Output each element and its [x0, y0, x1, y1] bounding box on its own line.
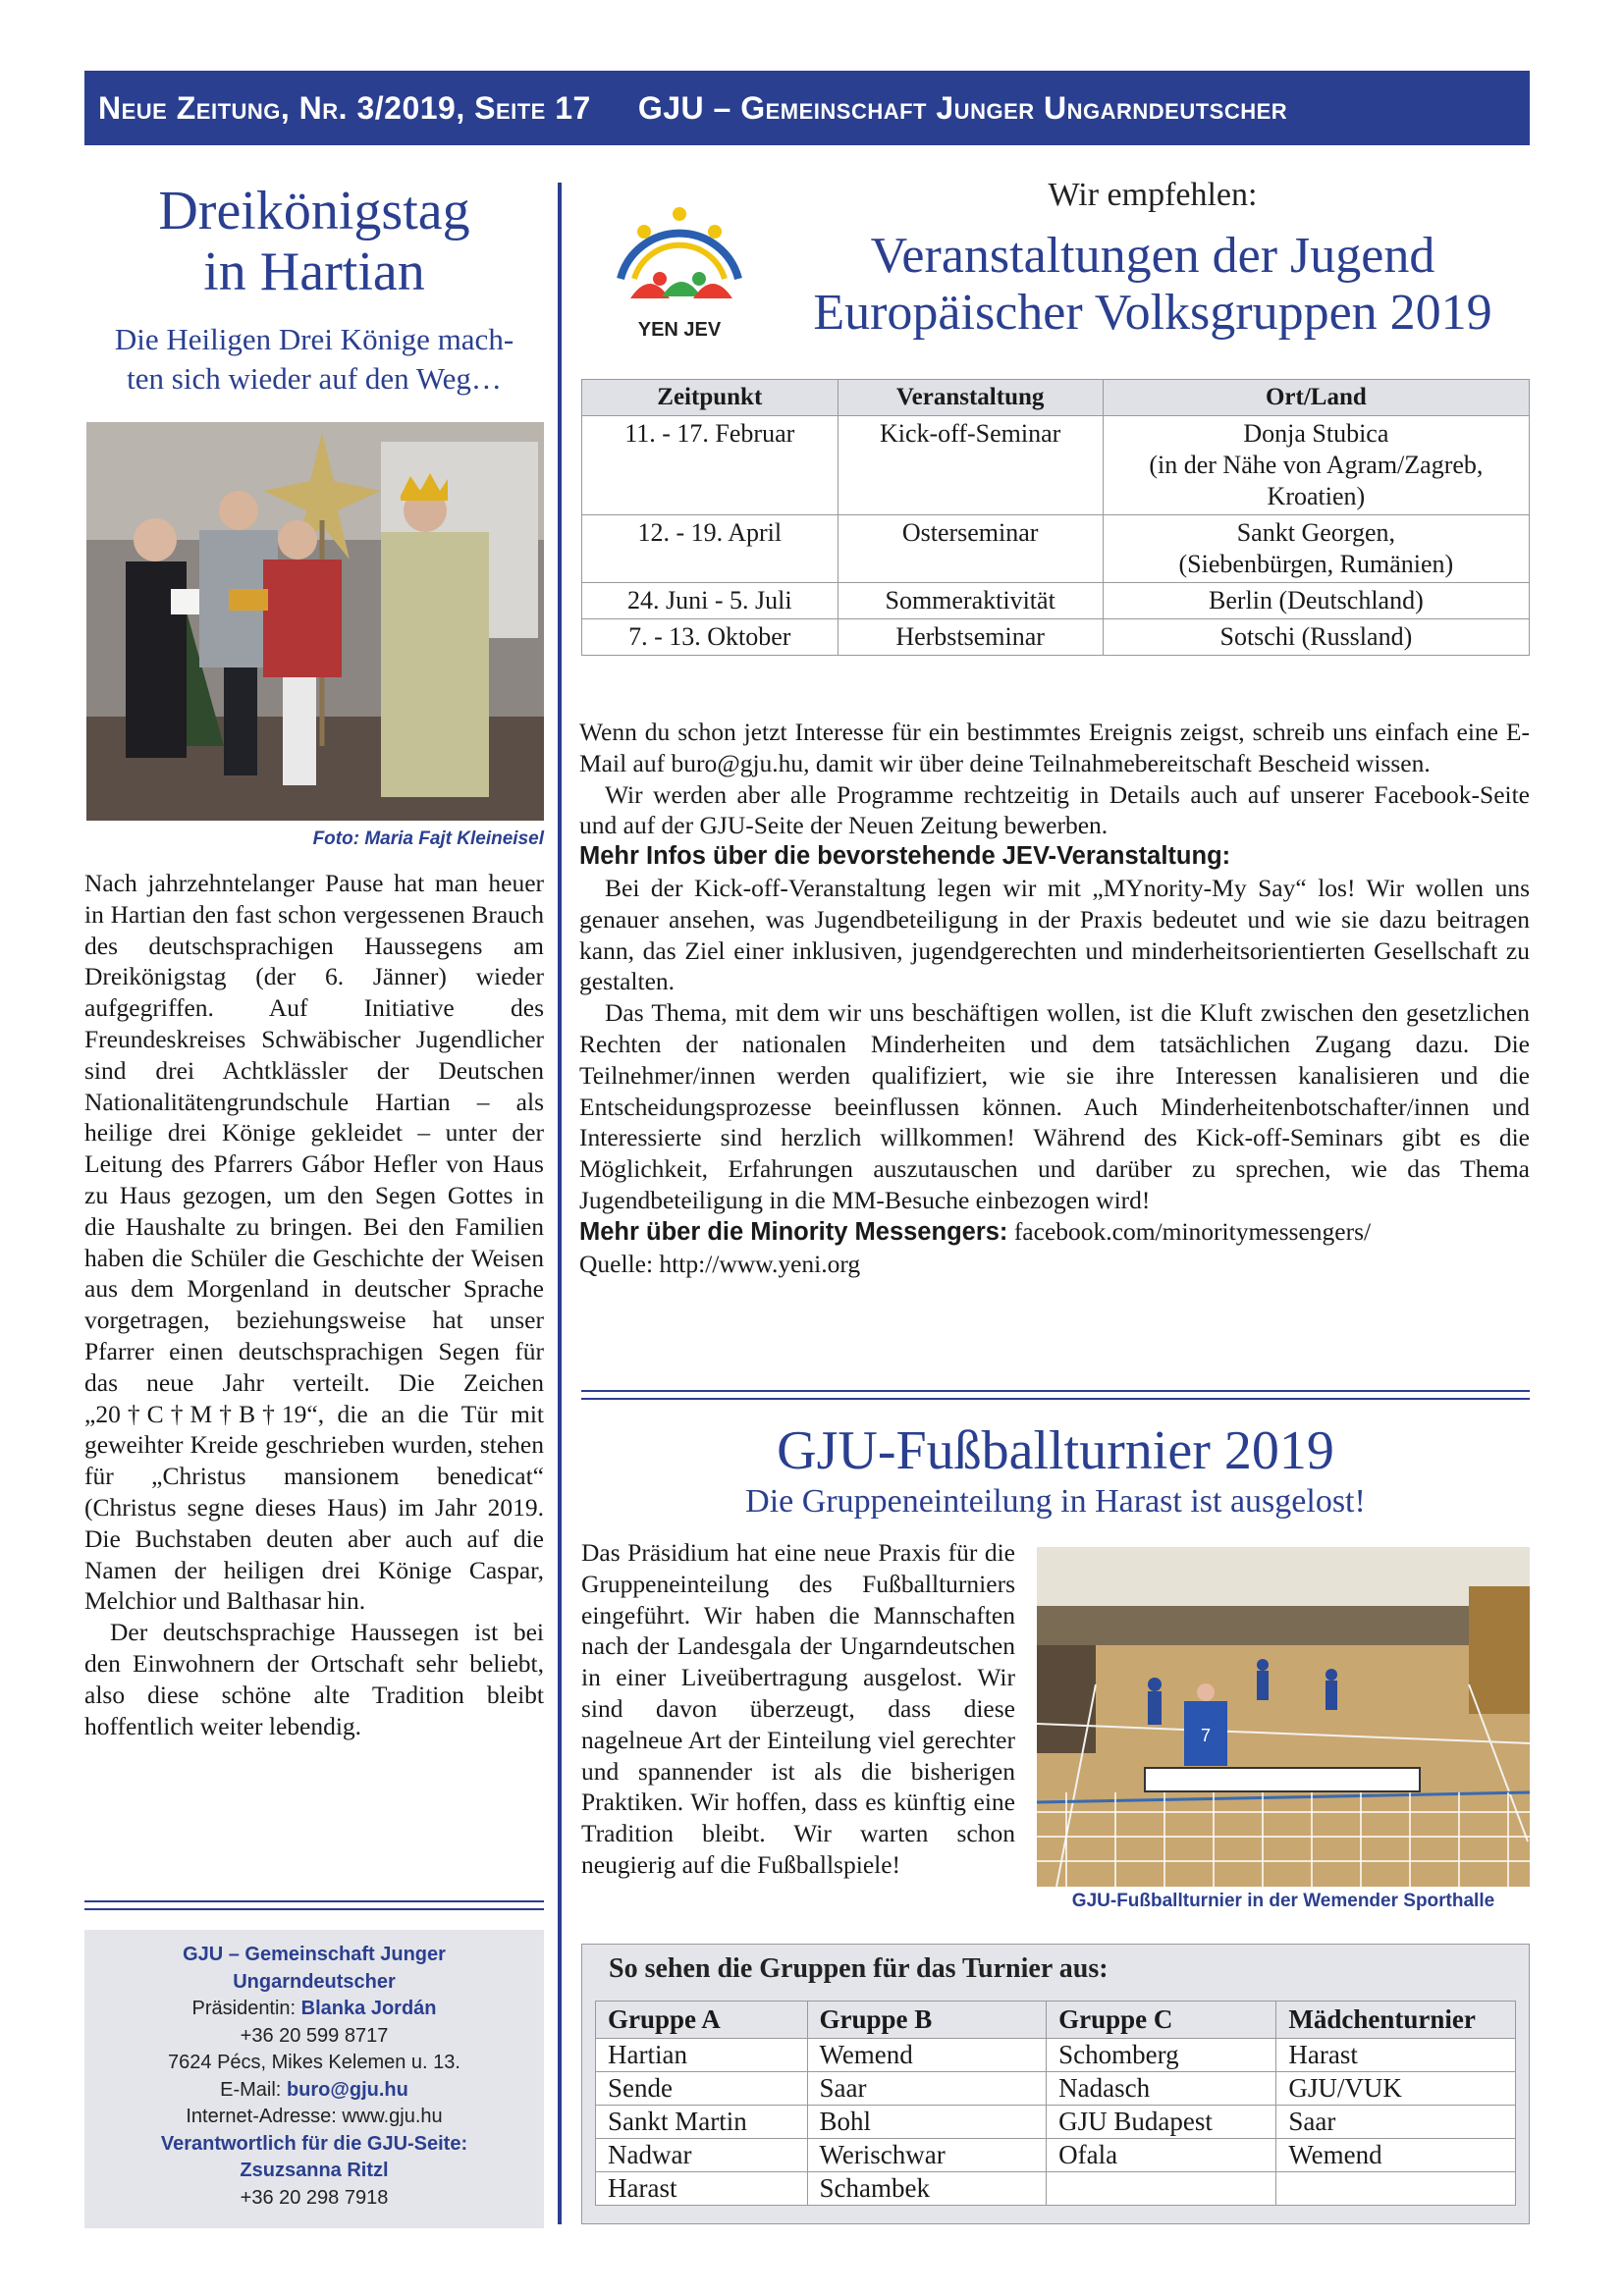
table-cell [1276, 2172, 1516, 2206]
football-body: Das Präsidium hat eine neue Praxis für die Gruppeneinteilung des Fußballturniers eingeführt. Wir haben die Mannschaften nach der Landesgala der Ungarndeutschen in einer Liveübertragung ausgelost. Wir sind davon überzeugt, dass diese nagelneue Art der Einteilung viel gerechter und spannender ist als die bisherigen Praktiken. Wir hoffen, dass es künftig eine Tradition bleibt. Wir warten schon neugierig auf die Fußballspiele! [581, 1538, 1015, 1879]
minority-line [579, 1216, 1530, 1249]
place-line: (Siebenbürgen, Rumänien) [1178, 550, 1454, 578]
subtitle-line: ten sich wieder auf den Weg… [127, 361, 502, 396]
yen-logo [601, 181, 758, 344]
events-table [581, 379, 1530, 656]
event-name: Sommeraktivität [838, 583, 1103, 619]
table-cell: Schambek [807, 2172, 1047, 2206]
president-label: Präsidentin: [191, 1998, 301, 2019]
left-article-subtitle [84, 320, 544, 399]
org-name: GJU – Gemeinschaft Junger [183, 1944, 446, 1965]
football-title: GJU-Fußballturnier 2019 [777, 1420, 1334, 1481]
table-row [596, 2139, 1516, 2172]
football-subtitle: Die Gruppeneinteilung in Harast ist ausgelost! [745, 1483, 1366, 1520]
header-issue: Neue Zeitung, Nr. 3/2019, Seite 17 [98, 89, 591, 126]
event-place [1103, 416, 1529, 515]
org-name: Ungarndeutscher [233, 1970, 396, 1993]
table-cell: Schomberg [1047, 2039, 1276, 2072]
jersey-number: 7 [1200, 1726, 1212, 1745]
column-header: Gruppe C [1047, 2002, 1276, 2039]
left-article-body [84, 868, 544, 1741]
phone: +36 20 298 7918 [240, 2186, 389, 2209]
minority-link[interactable]: facebook.com/minoritymessengers/ [1007, 1216, 1372, 1246]
sports-hall-photo [1037, 1547, 1530, 1887]
table-cell: Wemend [807, 2039, 1047, 2072]
title-line: in Hartian [203, 241, 425, 302]
article-paragraph: Nach jahrzehntelanger Pause hat man heuer in Hartian den fast schon vergessenen Brauch des deutschsprachigen Haussegens am Dreikönigstag (der 6. Jänner) wieder aufgegriffen. Auf Initiative des Freundeskreises Schwäbischer Jugendlicher sind drei Achtklässler der Deutschen Nationalitätengrundschule Hartian – als heilige drei Könige gekleidet – unter der Leitung des Pfarrers Gábor Hefler von Haus zu Haus gezogen, um den Segen Gottes in die Haushalte zu bringen. Bei den Familien haben die Schüler die Geschichte der Weisen aus dem Morgenland in deutscher Sprache vorgetragen, beziehungsweise hat unser Pfarrer einen deutschsprachigen Segen für das neue Jahr verteilt. Die Zeichen „20†C†M†B†19“, die an die Tür mit geweihter Kreide geschrieben wurden, stehen für „Christus mansionem benedicat“ (Christus segne dieses Haus) im Jahr 2019. Die Buchstaben deuten aber auch auf die Namen der heiligen drei Könige Caspar, Melchior und Balthasar hin. [84, 869, 544, 1616]
email-link[interactable]: buro@gju.hu [286, 2078, 408, 2101]
table-row [596, 2072, 1516, 2106]
table-cell [1047, 2172, 1276, 2206]
table-cell: Saar [1276, 2106, 1516, 2139]
email-line [84, 2077, 544, 2105]
photo-caption: GJU-Fußballturnier in der Wemender Sporthalle [1071, 1891, 1495, 1911]
table-cell: Saar [807, 2072, 1047, 2106]
table-header-row [582, 380, 1530, 416]
table-cell: Ofala [1047, 2139, 1276, 2172]
event-name: Osterseminar [838, 515, 1103, 583]
column-header: Mädchenturnier [1276, 2002, 1516, 2039]
place-line: Kroatien) [1267, 482, 1366, 510]
article-paragraph: Wenn du schon jetzt Interesse für ein bestimmtes Ereignis zeigst, schreib uns einfach eine E-Mail auf buro@gju.hu, damit wir über deine Teilnahmebereitschaft Bescheid wissen. [579, 718, 1530, 777]
contact-box [84, 1930, 544, 2228]
event-date: 7. - 13. Oktober [582, 619, 839, 656]
phone: +36 20 599 8717 [240, 2024, 389, 2047]
table-row [582, 416, 1530, 515]
table-row [582, 515, 1530, 583]
table-row [596, 2039, 1516, 2072]
events-title [776, 228, 1530, 342]
section-divider [84, 1900, 544, 1910]
website-link[interactable]: Internet-Adresse: www.gju.hu [186, 2106, 443, 2127]
table-cell: Hartian [596, 2039, 808, 2072]
column-header: Gruppe A [596, 2002, 808, 2039]
table-row [582, 619, 1530, 656]
responsible-label: Verantwortlich für die GJU-Seite: [160, 2132, 468, 2155]
event-date: 12. - 19. April [582, 515, 839, 583]
title-line: Dreikönigstag [158, 181, 470, 241]
table-row [596, 2172, 1516, 2206]
three-kings-photo [86, 422, 544, 821]
article-paragraph: Das Thema, mit dem wir uns beschäftigen wollen, ist die Kluft zwischen den gesetzlichen Rechten der nationalen Minderheiten und dem tatsächlichen Zugang dazu. Die Teilnehmer/innen werden qualifiziert, wie sie ihre Interessen kanalisieren und die Entscheidungsprozesse beeinflussen können. Auch Minderheitenbotschafter/innen und Interessierte sind herzlich willkommen! Während des Kick-off-Seminars gibt es die Möglichkeit, Erfahrungen auszutauschen und darüber zu sprechen, wie das Thema Jugendbeteiligung in die MM-Besuche einbezogen wird! [579, 998, 1530, 1214]
table-cell: GJU Budapest [1047, 2106, 1276, 2139]
section-divider [581, 1390, 1530, 1400]
column-header: Zeitpunkt [582, 380, 839, 416]
event-place: Berlin (Deutschland) [1103, 583, 1529, 619]
email-label: E-Mail: [220, 2078, 287, 2101]
article-paragraph: Der deutschsprachige Haussegen ist bei den Einwohnern der Ortschaft sehr beliebt, also diese schöne alte Tradition bleibt hoffentlich weiter lebendig. [84, 1618, 544, 1740]
minority-label: Mehr über die Minority Messengers: [579, 1217, 1008, 1246]
event-place [1103, 515, 1529, 583]
place-line: Donja Stubica [1243, 419, 1389, 448]
recommend-label: Wir empfehlen: [1048, 177, 1258, 213]
column-header: Ort/Land [1103, 380, 1529, 416]
table-cell: Nadwar [596, 2139, 808, 2172]
president-name: Blanka Jordán [300, 1998, 437, 2019]
responsible-name: Zsuzsanna Ritzl [240, 2160, 389, 2181]
table-row [596, 2106, 1516, 2139]
event-name: Kick-off-Seminar [838, 416, 1103, 515]
table-row [582, 583, 1530, 619]
title-line: Veranstaltungen der Jugend [870, 228, 1435, 284]
event-date: 11. - 17. Februar [582, 416, 839, 515]
table-cell: Wemend [1276, 2139, 1516, 2172]
president-line [84, 1996, 544, 2023]
table-cell: Harast [596, 2172, 808, 2206]
column-header: Gruppe B [807, 2002, 1047, 2039]
place-line: Sankt Georgen, [1236, 518, 1395, 547]
groups-table [595, 2001, 1516, 2206]
source-line[interactable]: Quelle: http://www.yeni.org [579, 1249, 861, 1278]
table-cell: Harast [1276, 2039, 1516, 2072]
table-cell: Sankt Martin [596, 2106, 808, 2139]
events-article-body [579, 717, 1530, 1279]
place-line: (in der Nähe von Agram/Zagreb, [1149, 451, 1484, 479]
photo-caption: Foto: Maria Fajt Kleineisel [312, 828, 544, 849]
page-header [84, 71, 1530, 145]
article-paragraph: Wir werden aber alle Programme rechtzeitig in Details auch auf unserer Facebook-Seite und auf der GJU-Seite der Neuen Zeitung bewerben. [579, 779, 1530, 840]
table-cell: Werischwar [807, 2139, 1047, 2172]
yen-logo-text: YEN JEV [637, 319, 722, 341]
table-cell: GJU/VUK [1276, 2072, 1516, 2106]
address: 7624 Pécs, Mikes Kelemen u. 13. [168, 2052, 460, 2073]
table-cell: Bohl [807, 2106, 1047, 2139]
table-header-row [596, 2002, 1516, 2039]
event-place: Sotschi (Russland) [1103, 619, 1529, 656]
more-info-heading: Mehr Infos über die bevorstehende JEV-Veranstaltung: [579, 842, 1231, 871]
header-section: GJU – Gemeinschaft Junger Ungarndeutscher [637, 89, 1288, 126]
event-name: Herbstseminar [838, 619, 1103, 656]
column-divider [558, 183, 562, 2224]
article-paragraph: Bei der Kick-off-Veranstaltung legen wir mit „MYnority-My Say“ los! Wir wollen uns genauer ansehen, was Jugendbeteiligung in der Praxis bedeutet und wie sie dazu beitragen kann, das Ziel einer inklusiven, jugendgerechten und minderheitsorientierten Gesellschaft zu gestalten. [579, 873, 1530, 996]
groups-heading: So sehen die Gruppen für das Turnier aus: [609, 1953, 1109, 1984]
title-line: Europäischer Volksgruppen 2019 [813, 285, 1492, 341]
event-date: 24. Juni - 5. Juli [582, 583, 839, 619]
column-header: Veranstaltung [838, 380, 1103, 416]
table-cell: Sende [596, 2072, 808, 2106]
subtitle-line: Die Heiligen Drei Könige mach- [114, 322, 514, 356]
left-article-title [84, 181, 544, 302]
table-cell: Nadasch [1047, 2072, 1276, 2106]
